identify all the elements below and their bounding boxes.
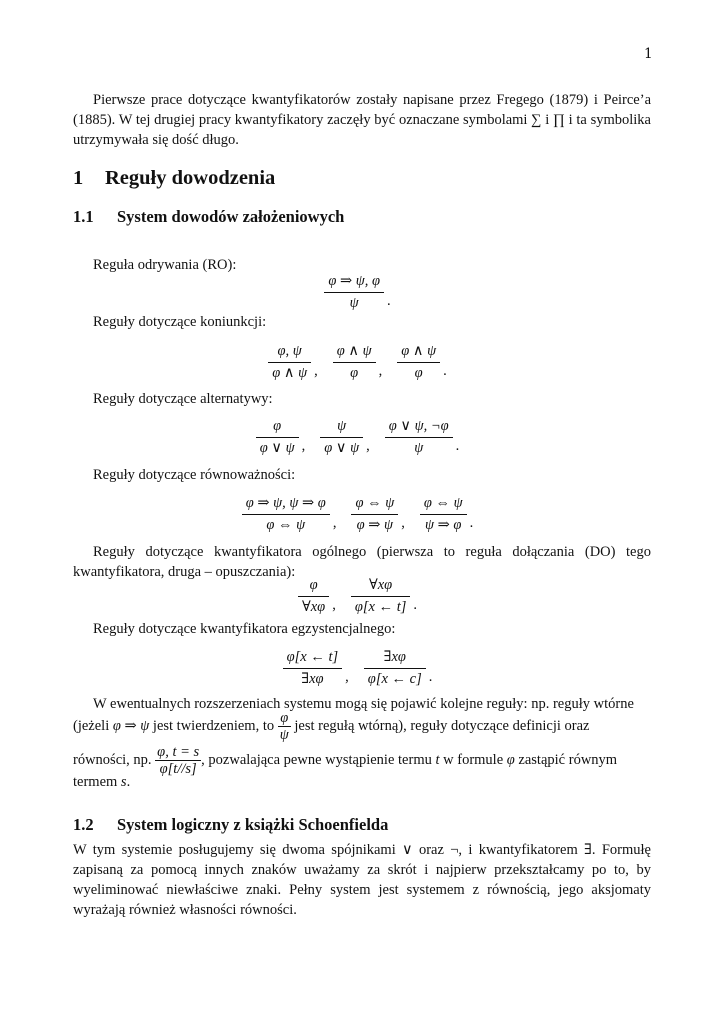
ext-term-s: s [120, 774, 127, 790]
rule-fraction [333, 342, 376, 383]
fraction-numerator: φ [256, 417, 299, 438]
fraction-numerator: ∀xφ [351, 576, 411, 597]
comma-separator: , [345, 668, 349, 685]
ext-phi: φ [506, 752, 515, 768]
fraction-numerator: φ ⇔ ψ [351, 494, 398, 515]
rule-fraction [256, 417, 299, 458]
rule-fraction [324, 272, 384, 313]
fraction-denominator: φ ∨ ψ [259, 440, 295, 456]
fraction-denominator: φ [350, 365, 359, 381]
rule-label-equivalence: Reguły dotyczące równoważności: [93, 467, 296, 483]
ext-frac-den: ψ [279, 727, 289, 744]
subsection-title: System dowodów założeniowych [117, 207, 345, 226]
period-mark: . [443, 362, 447, 379]
comma-separator: , [314, 362, 318, 379]
extensions-line-4 [73, 772, 651, 792]
ext-text-d: równości, np. [73, 752, 152, 768]
rule-label-ro: Reguła odrywania (RO): [93, 257, 237, 273]
fraction-numerator: φ ∧ ψ [333, 342, 376, 363]
subsection-heading-1-1 [73, 207, 344, 227]
period-mark: . [428, 668, 433, 685]
period-mark: . [387, 292, 391, 309]
rule-fraction [364, 648, 426, 689]
rule-fraction [268, 342, 311, 383]
fraction-denominator: φ ⇒ ψ [356, 517, 394, 533]
fraction-denominator: φ ⇔ ψ [266, 517, 306, 533]
section-heading [73, 168, 275, 188]
ext-text-a: (jeżeli [73, 718, 110, 734]
formula-universal [73, 576, 651, 617]
ext-eq-num: φ, t = s [157, 744, 200, 761]
rule-fraction [385, 417, 453, 458]
formula-existential [73, 648, 651, 689]
fraction-denominator: φ[x ← t] [354, 599, 407, 615]
formula-conjunction [73, 342, 651, 383]
fraction-numerator: φ ∨ ψ, ¬φ [385, 417, 453, 438]
fraction-denominator: ψ [414, 440, 424, 456]
extensions-line-2 [73, 710, 651, 743]
fraction-numerator: φ ⇒ ψ, φ [324, 272, 384, 293]
comma-separator: , [332, 514, 337, 531]
rule-label-universal: Reguły dotyczące kwantyfikatora ogólnego (pierwsza to reguła dołączania (DO) tego kwantyfikatora, druga – opuszczania): [73, 544, 651, 580]
subsection-number: 1.2 [73, 815, 94, 834]
ext-text-e: , pozwalająca pewne wystąpienie termu [201, 752, 432, 768]
rule-fraction [242, 494, 330, 535]
rule-fraction [351, 494, 398, 535]
page-number: 1 [644, 46, 653, 62]
fraction-numerator: ∃xφ [364, 648, 426, 669]
fraction-numerator: φ ⇔ ψ [420, 494, 467, 515]
rule-fraction [298, 576, 329, 617]
extensions-line-1: W ewentualnych rozszerzeniach systemu mogą się pojawić kolejne reguły: np. reguły wtórne [93, 696, 634, 712]
rule-label-conjunction: Reguły dotyczące koniunkcji: [93, 314, 267, 330]
fraction-numerator: ψ [320, 417, 363, 438]
ext-period: . [126, 774, 131, 790]
ext-text-c: jest regułą wtórną), reguły dotyczące definicji oraz [294, 718, 590, 734]
ext-frac-num: φ [278, 710, 291, 727]
fraction-denominator: φ[x ← c] [367, 671, 422, 687]
fraction-numerator: φ ⇒ ψ, ψ ⇒ φ [242, 494, 330, 515]
fraction-denominator: φ ∧ ψ [272, 365, 308, 381]
rule-fraction [351, 576, 411, 617]
rule-fraction [283, 648, 343, 689]
ext-text-h: termem [73, 774, 118, 790]
comma-separator: , [366, 437, 370, 454]
period-mark: . [455, 437, 460, 454]
section-title: Reguły dowodzenia [105, 167, 276, 189]
ext-term-t: t [435, 752, 440, 768]
fraction-numerator: φ ∧ ψ [397, 342, 440, 363]
ext-inline-fraction [278, 710, 291, 743]
comma-separator: , [301, 437, 306, 454]
fraction-numerator: φ, ψ [268, 342, 311, 363]
period-mark: . [469, 514, 474, 531]
rule-fraction [320, 417, 363, 458]
subsection-title: System logiczny z książki Schoenfielda [117, 815, 389, 834]
ext-text-g: zastąpić równym [518, 752, 618, 768]
fraction-numerator: φ[x ← t] [283, 648, 343, 669]
subsection-heading-1-2 [73, 815, 388, 835]
rule-fraction [420, 494, 467, 535]
rule-label-disjunction: Reguły dotyczące alternatywy: [93, 391, 273, 407]
rule-fraction [397, 342, 440, 383]
ext-eq-den: φ[t//s] [159, 761, 197, 778]
comma-separator: , [332, 596, 336, 613]
intro-paragraph: Pierwsze prace dotyczące kwantyfikatorów zostały napisane przez Fregego (1879) i Peirce’a (1885). W tej drugiej pracy kwantyfikatory zaczęły być oznaczane symbolami ∑ i ∏ i ta symbolika utrzymywała się dość długo. [73, 92, 651, 148]
period-mark: . [413, 596, 417, 613]
formula-equivalence [73, 494, 651, 535]
fraction-denominator: ψ ⇒ φ [425, 517, 462, 533]
fraction-denominator: φ [414, 365, 423, 381]
rule-label-existential: Reguły dotyczące kwantyfikatora egzystencjalnego: [93, 621, 396, 637]
fraction-denominator: ψ [349, 295, 359, 311]
formula-ro [73, 272, 651, 313]
fraction-denominator: ∃xφ [301, 671, 324, 687]
ext-text-f: w formule [443, 752, 504, 768]
formula-disjunction [73, 417, 651, 458]
fraction-numerator: φ [298, 576, 329, 597]
fraction-denominator: ∀xφ [302, 599, 326, 615]
comma-separator: , [401, 514, 405, 531]
ext-text-b: jest twierdzeniem, to [152, 718, 275, 734]
fraction-denominator: φ ∨ ψ [324, 440, 360, 456]
subsection-number: 1.1 [73, 207, 94, 226]
section-number: 1 [73, 167, 84, 189]
comma-separator: , [378, 362, 383, 379]
schoenfield-paragraph: W tym systemie posługujemy się dwoma spójnikami ∨ oraz ¬, i kwantyfikatorem ∃. Formułę zapisaną za pomocą innych znaków uważamy za skrót i najpierw przekształcamy po to, by wyeliminować niewłaściwe znaki. Pełny system jest systemem z równością, jego aksjomaty wyrażają również własności równości. [73, 842, 651, 918]
ext-formula: φ ⇒ ψ [112, 718, 150, 734]
